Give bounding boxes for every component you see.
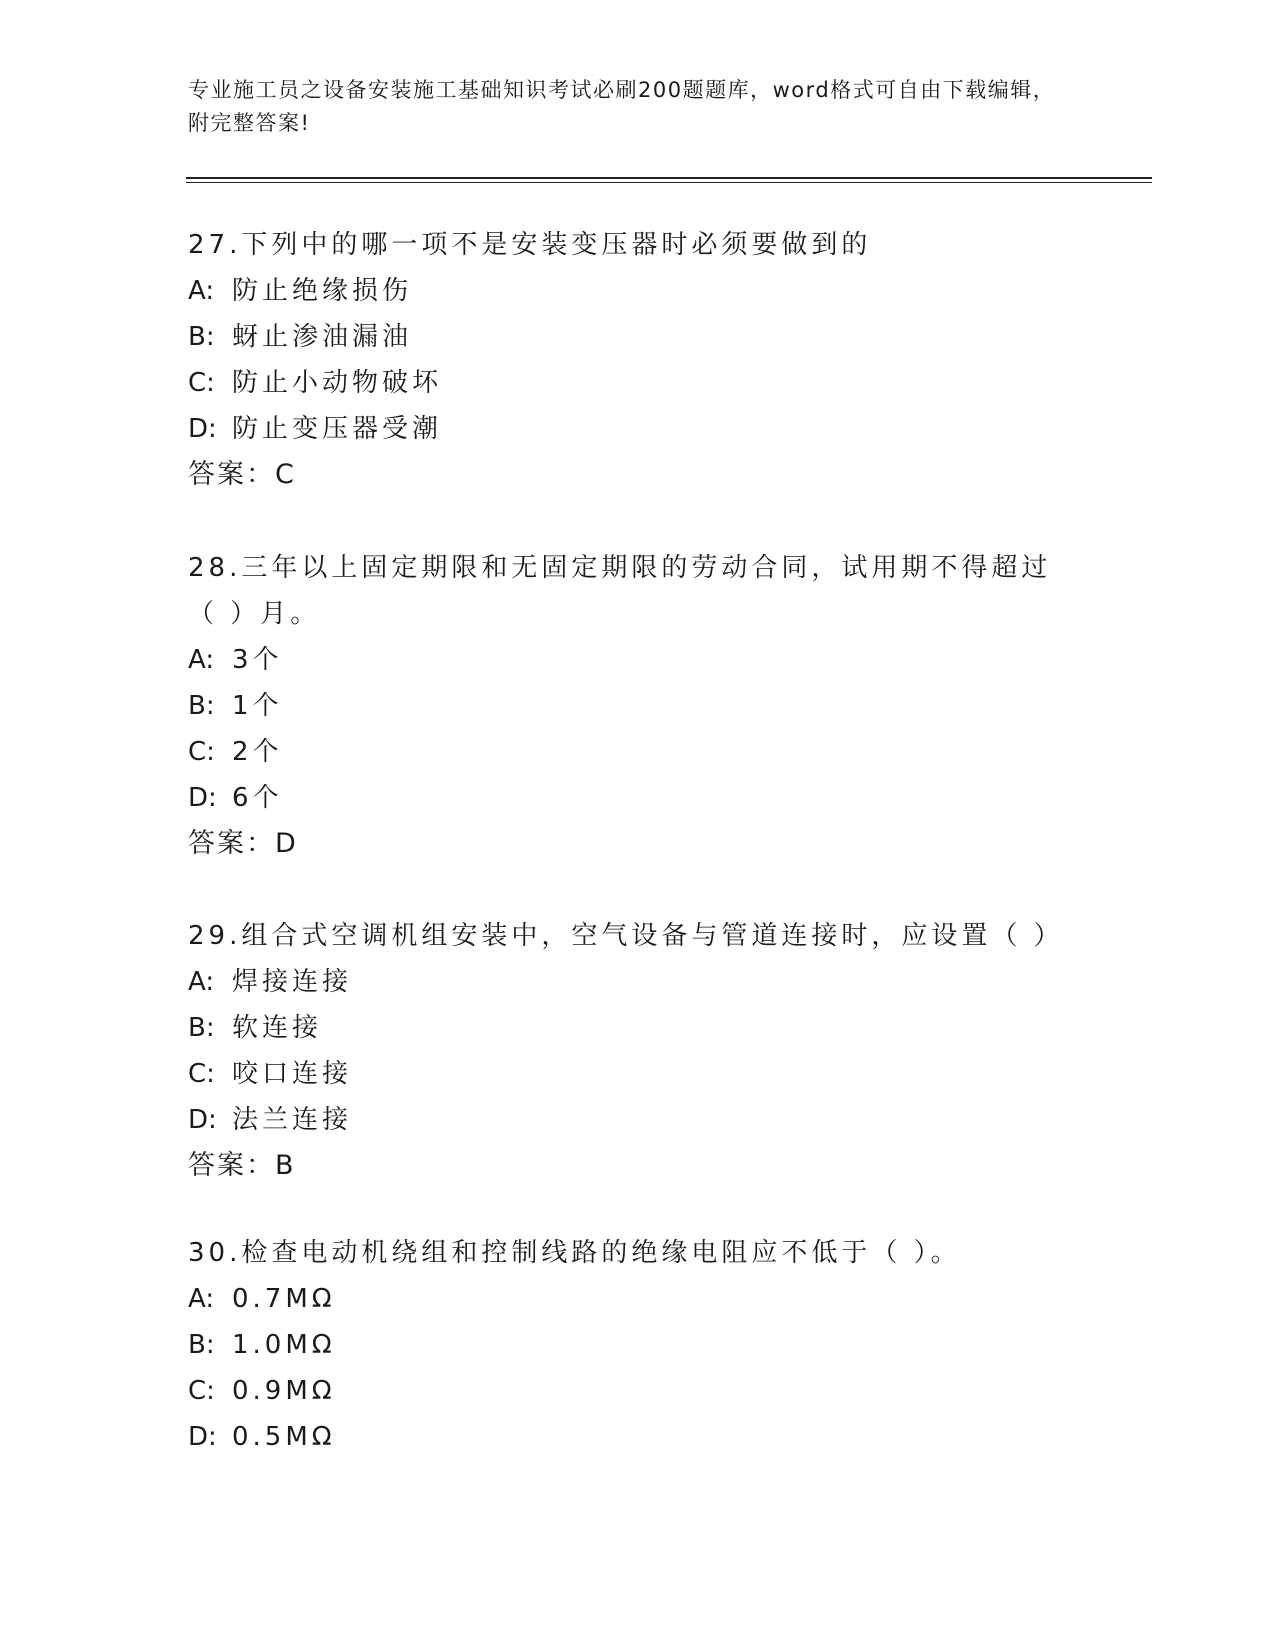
option-text: 0.9MΩ (232, 1376, 336, 1406)
option-text: 软连接 (232, 1013, 323, 1043)
option-letter: C: (188, 1376, 215, 1406)
header-title: 专业施工员之设备安装施工基础知识考试必刷200题题库，word格式可自由下载编辑，附完整答案! (188, 78, 1056, 135)
option-text: 6个 (232, 783, 283, 813)
option-d (188, 1097, 1068, 1143)
option-text: 3个 (232, 645, 283, 675)
option-b (188, 314, 1068, 360)
option-d (188, 775, 1068, 821)
answer-value: D (275, 828, 296, 859)
option-text: 防止绝缘损伤 (232, 276, 413, 306)
option-text: 0.5MΩ (232, 1422, 336, 1452)
option-text: 1.0MΩ (232, 1330, 336, 1360)
option-letter: B: (188, 1013, 215, 1043)
answer-value: C (275, 459, 294, 490)
option-text: 焊接连接 (232, 967, 353, 997)
option-letter: B: (188, 322, 215, 352)
question-27 (188, 222, 1068, 498)
option-text: 1个 (232, 691, 283, 721)
option-d (188, 1414, 1068, 1460)
option-d (188, 406, 1068, 452)
option-letter: D: (188, 1105, 217, 1135)
option-c (188, 1051, 1068, 1097)
answer-line (188, 452, 1068, 498)
option-a (188, 268, 1068, 314)
option-b (188, 683, 1068, 729)
option-b (188, 1322, 1068, 1368)
answer-label: 答案： (188, 1150, 275, 1181)
question-stem: 27.下列中的哪一项不是安装变压器时必须要做到的 (188, 230, 872, 260)
option-text: 0.7MΩ (232, 1284, 336, 1314)
option-letter: C: (188, 1059, 215, 1089)
option-a (188, 959, 1068, 1005)
option-text: 防止变压器受潮 (232, 414, 443, 444)
option-letter: C: (188, 737, 215, 767)
option-letter: A: (188, 967, 215, 997)
document-header (188, 74, 1068, 140)
option-letter: A: (188, 645, 215, 675)
option-c (188, 360, 1068, 406)
question-stem: 30.检查电动机绕组和控制线路的绝缘电阻应不低于（ ）。 (188, 1238, 961, 1268)
question-30 (188, 1230, 1068, 1460)
option-letter: B: (188, 691, 215, 721)
option-letter: D: (188, 414, 217, 444)
option-text: 2个 (232, 737, 283, 767)
question-28 (188, 545, 1068, 867)
option-letter: C: (188, 368, 215, 398)
option-a (188, 637, 1068, 683)
header-divider-thin (186, 182, 1152, 183)
answer-value: B (275, 1150, 294, 1181)
option-b (188, 1005, 1068, 1051)
option-letter: A: (188, 1284, 215, 1314)
option-text: 法兰连接 (232, 1105, 353, 1135)
option-letter: D: (188, 1422, 217, 1452)
option-c (188, 729, 1068, 775)
answer-line (188, 821, 1068, 867)
question-29 (188, 913, 1068, 1189)
option-c (188, 1368, 1068, 1414)
answer-label: 答案： (188, 828, 275, 859)
answer-label: 答案： (188, 459, 275, 490)
option-letter: A: (188, 276, 215, 306)
option-text: 咬口连接 (232, 1059, 353, 1089)
option-letter: D: (188, 783, 217, 813)
option-letter: B: (188, 1330, 215, 1360)
question-stem: 28.三年以上固定期限和无固定期限的劳动合同，试用期不得超过（ ）月。 (188, 553, 1052, 629)
header-divider-thick (186, 177, 1152, 179)
answer-line (188, 1143, 1068, 1189)
question-stem: 29.组合式空调机组安装中，空气设备与管道连接时，应设置（ ） (188, 921, 1064, 951)
option-text: 防止小动物破坏 (232, 368, 443, 398)
option-text: 蚜止渗油漏油 (232, 322, 413, 352)
option-a (188, 1276, 1068, 1322)
